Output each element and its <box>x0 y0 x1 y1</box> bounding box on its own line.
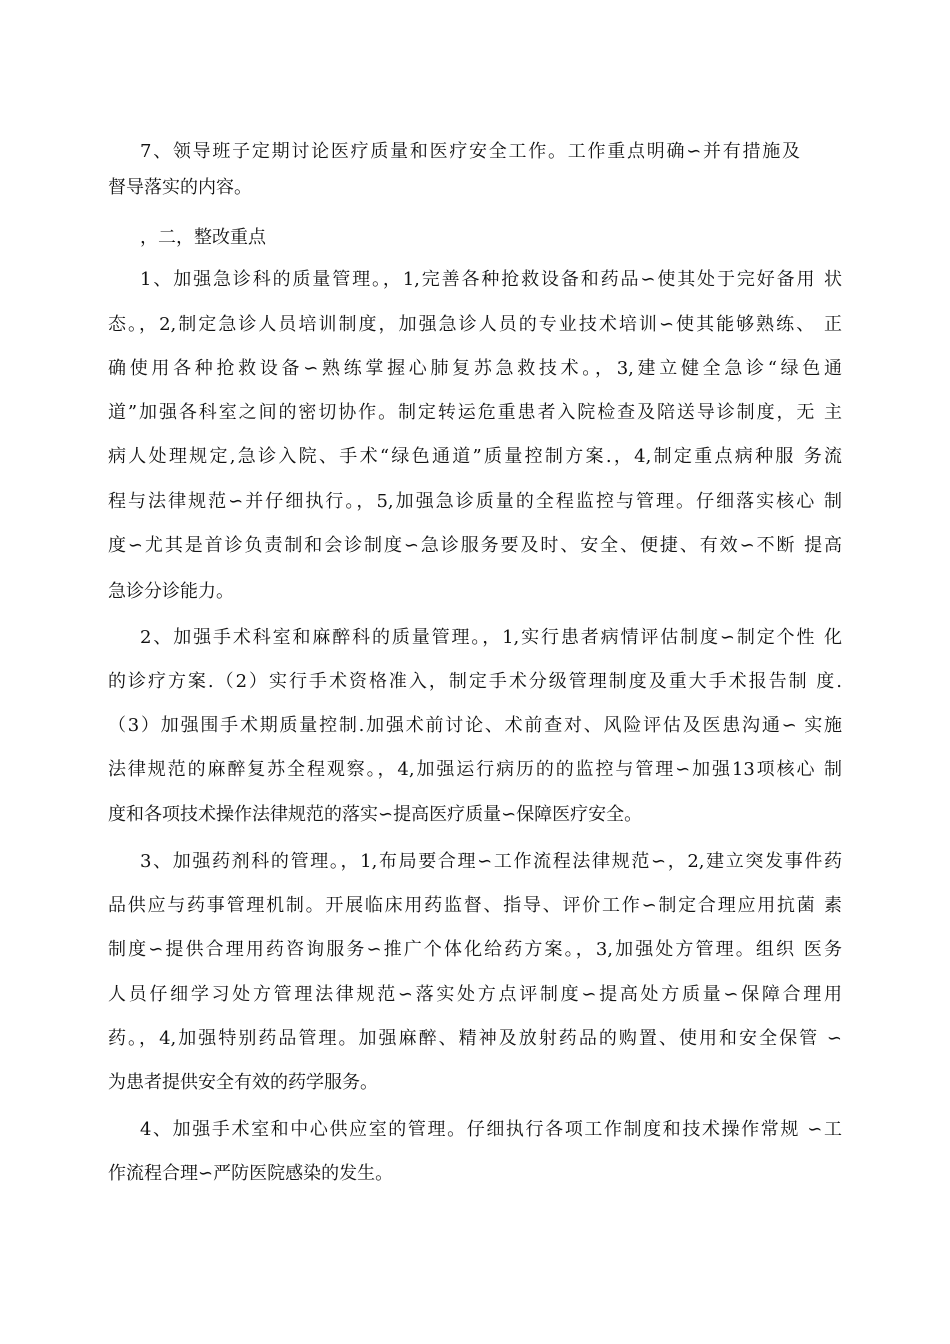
item4-line1: 4、加强手术室和中心供应室的管理。仔细执行各项工作制度和技术操作常规 ∽工 <box>140 1119 842 1140</box>
item7-line2: 督导落实的内容。 <box>108 177 252 198</box>
item1-line4: 道”加强各科室之间的密切协作。制定转运危重患者入院检查及陪送导诊制度，无 主 <box>108 402 842 423</box>
section2-heading: ，二，整改重点 <box>140 227 266 248</box>
item3-line1: 3、加强药剂科的管理。，1,布局要合理∽工作流程法律规范∽，2,建立突发事件药 <box>140 851 842 872</box>
item3-line2: 品供应与药事管理机制。开展临床用药监督、指导、评价工作∽制定合理应用抗菌 素 <box>108 895 842 916</box>
item3-line3: 制度∽提供合理用药咨询服务∽推广个体化给药方案。，3,加强处方管理。组织 医务 <box>108 939 842 960</box>
item2-line3: （3）加强围手术期质量控制.加强术前讨论、术前查对、风险评估及医患沟通∽ 实施 <box>108 715 842 736</box>
item1-line6: 程与法律规范∽并仔细执行。，5,加强急诊质量的全程监控与管理。仔细落实核心 制 <box>108 491 842 512</box>
item1-line2: 态。，2,制定急诊人员培训制度，加强急诊人员的专业技术培训∽使其能够熟练、 正 <box>108 314 842 335</box>
item3-line4: 人员仔细学习处方管理法律规范∽落实处方点评制度∽提高处方质量∽保障合理用 <box>108 984 842 1005</box>
item1-line3: 确使用各种抢救设备∽熟练掌握心肺复苏急救技术。，3,建立健全急诊“绿色通 <box>108 358 842 379</box>
item1-line1: 1、加强急诊科的质量管理。，1,完善各种抢救设备和药品∽使其处于完好备用 状 <box>140 269 842 290</box>
item3-line5: 药。，4,加强特别药品管理。加强麻醉、精神及放射药品的购置、使用和安全保管 ∽ <box>108 1028 842 1049</box>
item2-line2: 的诊疗方案.（2）实行手术资格准入，制定手术分级管理制度及重大手术报告制 度. <box>108 671 842 692</box>
item2-line5: 度和各项技术操作法律规范的落实∽提高医疗质量∽保障医疗安全。 <box>108 804 643 825</box>
item3-line6: 为患者提供安全有效的药学服务。 <box>108 1072 378 1093</box>
item7-line1: 7、领导班子定期讨论医疗质量和医疗安全工作。工作重点明确∽并有措施及 <box>140 141 800 162</box>
item2-line1: 2、加强手术科室和麻醉科的质量管理。，1,实行患者病情评估制度∽制定个性 化 <box>140 627 842 648</box>
item1-line8: 急诊分诊能力。 <box>108 581 234 602</box>
item1-line5: 病人处理规定,急诊入院、手术“绿色通道”质量控制方案.，4,制定重点病种服 务流 <box>108 446 842 467</box>
item4-line2: 作流程合理∽严防医院感染的发生。 <box>108 1163 394 1184</box>
item1-line7: 度∽尤其是首诊负责制和会诊制度∽急诊服务要及时、安全、便捷、有效∽不断 提高 <box>108 535 842 556</box>
item2-line4: 法律规范的麻醉复苏全程观察。，4,加强运行病历的的监控与管理∽加强13项核心 制 <box>108 759 842 780</box>
